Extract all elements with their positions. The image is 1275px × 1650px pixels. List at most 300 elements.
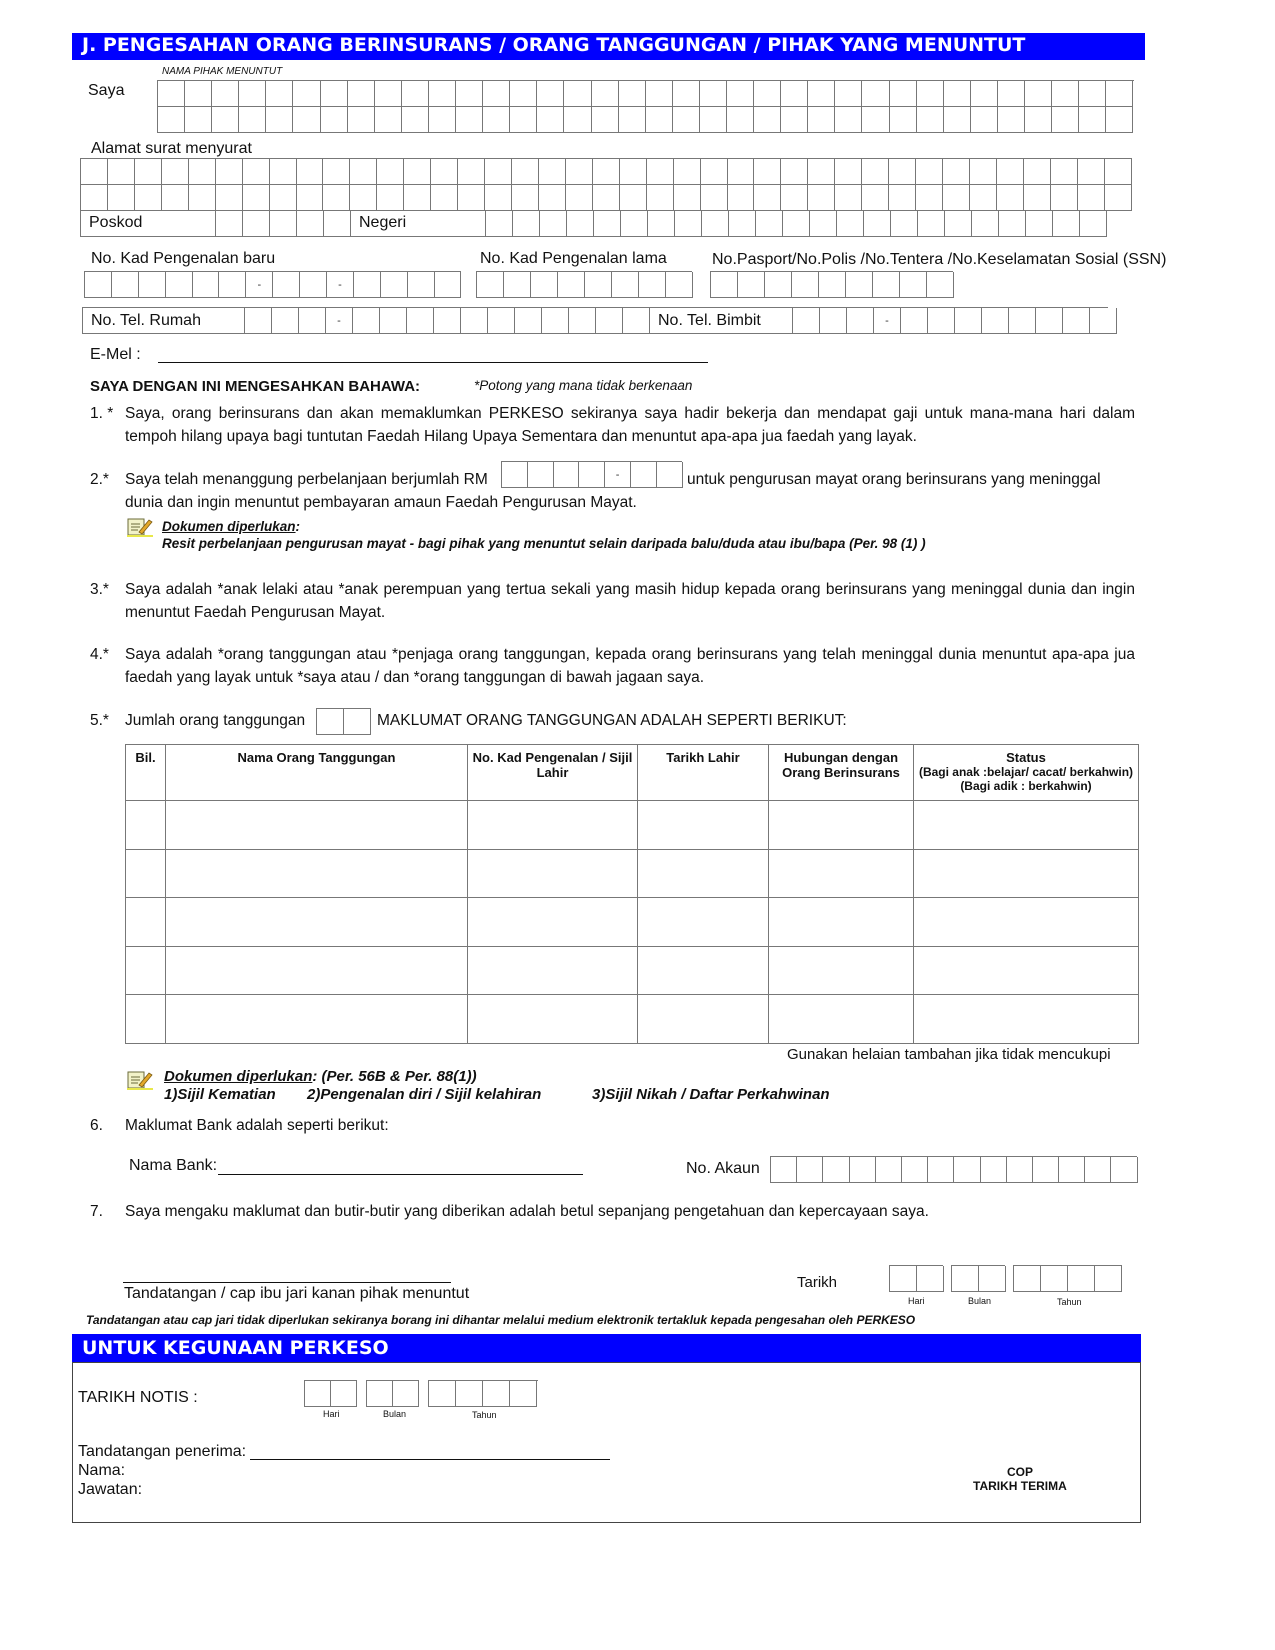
address-char-box[interactable] — [512, 159, 539, 185]
rm-char-box[interactable] — [657, 462, 683, 488]
tel-mobile-char-box[interactable] — [1009, 308, 1036, 334]
address-char-box[interactable] — [997, 184, 1024, 211]
table-cell[interactable] — [166, 995, 468, 1044]
bank-name-input-line[interactable] — [218, 1157, 583, 1175]
name-char-box[interactable] — [429, 106, 456, 133]
ic-old-char-box[interactable] — [585, 272, 612, 298]
tel-mobile-char-box[interactable] — [1063, 308, 1090, 334]
passport-char-box[interactable] — [819, 272, 846, 298]
address-char-box[interactable] — [270, 159, 297, 185]
date-box[interactable] — [331, 1381, 357, 1407]
address-char-box[interactable] — [108, 159, 135, 185]
name-char-box[interactable] — [673, 81, 700, 107]
negeri-char-box[interactable] — [675, 210, 702, 237]
name-char-box[interactable] — [673, 106, 700, 133]
tel-home-char-box[interactable] — [434, 308, 461, 334]
table-cell[interactable] — [166, 849, 468, 898]
account-char-box[interactable] — [1007, 1157, 1033, 1183]
passport-char-box[interactable] — [873, 272, 900, 298]
negeri-char-box[interactable] — [486, 210, 513, 237]
negeri-char-box[interactable] — [621, 210, 648, 237]
name-char-box[interactable] — [727, 106, 754, 133]
table-cell[interactable] — [638, 801, 769, 850]
rm-char-box[interactable]: - — [605, 462, 631, 488]
poskod-box[interactable] — [216, 210, 243, 237]
address-char-box[interactable] — [404, 159, 431, 185]
name-char-box[interactable] — [971, 81, 998, 107]
tel-home-char-box[interactable] — [353, 308, 380, 334]
address-char-box[interactable] — [674, 159, 701, 185]
tel-home-char-box[interactable] — [272, 308, 299, 334]
table-cell[interactable] — [638, 849, 769, 898]
notice-year-input[interactable] — [428, 1380, 538, 1407]
account-char-box[interactable] — [823, 1157, 849, 1183]
table-cell[interactable] — [126, 849, 166, 898]
address-char-box[interactable] — [108, 184, 135, 211]
date-box[interactable] — [952, 1266, 979, 1292]
name-char-box[interactable] — [1106, 81, 1133, 107]
address-char-box[interactable] — [916, 159, 943, 185]
name-char-box[interactable] — [998, 106, 1025, 133]
name-char-box[interactable] — [239, 106, 266, 133]
name-char-box[interactable] — [158, 81, 185, 107]
address-char-box[interactable] — [754, 159, 781, 185]
address-char-box[interactable] — [377, 159, 404, 185]
date-box[interactable] — [979, 1266, 1006, 1292]
table-cell[interactable] — [769, 946, 914, 995]
name-char-box[interactable] — [619, 106, 646, 133]
tel-home-char-box[interactable] — [407, 308, 434, 334]
negeri-char-box[interactable] — [567, 210, 594, 237]
negeri-char-box[interactable] — [918, 210, 945, 237]
account-number-input[interactable] — [770, 1156, 1137, 1183]
account-char-box[interactable] — [1085, 1157, 1111, 1183]
name-char-box[interactable] — [754, 106, 781, 133]
address-char-box[interactable] — [189, 184, 216, 211]
account-char-box[interactable] — [1033, 1157, 1059, 1183]
negeri-char-box[interactable] — [756, 210, 783, 237]
address-char-box[interactable] — [1105, 184, 1132, 211]
address-char-box[interactable] — [593, 184, 620, 211]
address-char-box[interactable] — [970, 159, 997, 185]
account-char-box[interactable] — [876, 1157, 902, 1183]
tel-home-char-box[interactable] — [542, 308, 569, 334]
name-char-box[interactable] — [456, 106, 483, 133]
address-char-box[interactable] — [728, 184, 755, 211]
table-cell[interactable] — [769, 995, 914, 1044]
name-char-box[interactable] — [592, 106, 619, 133]
date-box[interactable] — [1095, 1266, 1122, 1292]
address-char-box[interactable] — [485, 159, 512, 185]
name-char-box[interactable] — [862, 81, 889, 107]
name-char-box[interactable] — [1025, 106, 1052, 133]
name-char-box[interactable] — [429, 81, 456, 107]
name-char-box[interactable] — [808, 81, 835, 107]
tel-mobile-char-box[interactable] — [847, 308, 874, 334]
name-char-box[interactable] — [917, 81, 944, 107]
tel-home-char-box[interactable] — [245, 308, 272, 334]
address-char-box[interactable] — [620, 184, 647, 211]
table-cell[interactable] — [638, 946, 769, 995]
negeri-char-box[interactable] — [972, 210, 999, 237]
tel-mobile-char-box[interactable] — [955, 308, 982, 334]
address-char-box[interactable] — [781, 159, 808, 185]
name-char-box[interactable] — [592, 81, 619, 107]
table-cell[interactable] — [126, 898, 166, 947]
address-char-box[interactable] — [889, 159, 916, 185]
signature-year-input[interactable] — [1013, 1265, 1122, 1292]
name-char-box[interactable] — [1025, 81, 1052, 107]
tel-mobile-char-box[interactable] — [1090, 308, 1117, 334]
name-char-box[interactable] — [510, 81, 537, 107]
name-char-box[interactable] — [185, 81, 212, 107]
date-box[interactable] — [305, 1381, 331, 1407]
name-char-box[interactable] — [646, 81, 673, 107]
address-char-box[interactable] — [566, 159, 593, 185]
name-char-box[interactable] — [971, 106, 998, 133]
address-char-box[interactable] — [350, 184, 377, 211]
name-char-box[interactable] — [754, 81, 781, 107]
address-char-box[interactable] — [81, 184, 108, 211]
ic-new-char-box[interactable] — [85, 272, 112, 298]
address-char-box[interactable] — [647, 184, 674, 211]
address-char-box[interactable] — [1051, 159, 1078, 185]
rm-char-box[interactable] — [502, 462, 528, 488]
tel-home-char-box[interactable] — [299, 308, 326, 334]
address-char-box[interactable] — [189, 159, 216, 185]
poskod-box[interactable] — [324, 210, 351, 237]
poskod-box[interactable] — [270, 210, 297, 237]
address-char-box[interactable] — [943, 184, 970, 211]
ic-new-char-box[interactable] — [139, 272, 166, 298]
address-char-box[interactable] — [593, 159, 620, 185]
tel-mobile-char-box[interactable] — [793, 308, 820, 334]
address-char-box[interactable] — [243, 184, 270, 211]
negeri-char-box[interactable] — [648, 210, 675, 237]
table-cell[interactable] — [468, 801, 638, 850]
receiver-signature-line[interactable] — [250, 1443, 610, 1460]
table-cell[interactable] — [468, 995, 638, 1044]
address-char-box[interactable] — [862, 159, 889, 185]
name-char-box[interactable] — [483, 81, 510, 107]
name-char-box[interactable] — [700, 106, 727, 133]
table-cell[interactable] — [914, 946, 1139, 995]
address-char-box[interactable] — [889, 184, 916, 211]
address-char-box[interactable] — [485, 184, 512, 211]
tel-mobile-char-box[interactable] — [901, 308, 928, 334]
table-cell[interactable] — [126, 995, 166, 1044]
table-cell[interactable] — [126, 946, 166, 995]
passport-input[interactable] — [710, 271, 953, 298]
tel-home-char-box[interactable] — [569, 308, 596, 334]
signature-day-input[interactable] — [889, 1265, 943, 1292]
table-cell[interactable] — [769, 849, 914, 898]
negeri-char-box[interactable] — [810, 210, 837, 237]
date-box[interactable] — [1041, 1266, 1068, 1292]
ic-old-char-box[interactable] — [531, 272, 558, 298]
address-char-box[interactable] — [458, 159, 485, 185]
notice-day-input[interactable] — [304, 1380, 357, 1407]
address-char-box[interactable] — [647, 159, 674, 185]
tel-mobile-char-box[interactable] — [1036, 308, 1063, 334]
negeri-char-box[interactable] — [540, 210, 567, 237]
name-char-box[interactable] — [158, 106, 185, 133]
date-box[interactable] — [917, 1266, 944, 1292]
ic-new-input[interactable] — [84, 271, 461, 298]
phone-row[interactable] — [82, 307, 1108, 334]
ic-old-char-box[interactable] — [477, 272, 504, 298]
name-char-box[interactable] — [835, 81, 862, 107]
name-char-box[interactable] — [1106, 106, 1133, 133]
ic-new-char-box[interactable] — [354, 272, 381, 298]
passport-char-box[interactable] — [711, 272, 738, 298]
name-input-row-1[interactable] — [157, 80, 1134, 107]
name-char-box[interactable] — [321, 81, 348, 107]
name-char-box[interactable] — [890, 81, 917, 107]
address-char-box[interactable] — [243, 159, 270, 185]
poskod-negeri-row[interactable] — [80, 210, 1132, 237]
negeri-char-box[interactable] — [999, 210, 1026, 237]
address-char-box[interactable] — [674, 184, 701, 211]
address-char-box[interactable] — [135, 184, 162, 211]
address-char-box[interactable] — [323, 184, 350, 211]
name-char-box[interactable] — [808, 106, 835, 133]
address-char-box[interactable] — [377, 184, 404, 211]
table-cell[interactable] — [166, 898, 468, 947]
address-char-box[interactable] — [216, 159, 243, 185]
date-box[interactable] — [456, 1381, 483, 1407]
name-char-box[interactable] — [212, 106, 239, 133]
address-char-box[interactable] — [1105, 159, 1132, 185]
name-char-box[interactable] — [862, 106, 889, 133]
date-box[interactable] — [483, 1381, 510, 1407]
date-box[interactable] — [1014, 1266, 1041, 1292]
address-char-box[interactable] — [216, 184, 243, 211]
table-cell[interactable] — [126, 801, 166, 850]
date-box[interactable] — [429, 1381, 456, 1407]
ic-old-char-box[interactable] — [504, 272, 531, 298]
name-char-box[interactable] — [781, 81, 808, 107]
name-char-box[interactable] — [700, 81, 727, 107]
name-char-box[interactable] — [944, 81, 971, 107]
table-cell[interactable] — [166, 801, 468, 850]
rm-char-box[interactable] — [554, 462, 580, 488]
negeri-char-box[interactable] — [1026, 210, 1053, 237]
negeri-char-box[interactable] — [1053, 210, 1080, 237]
rm-amount-input[interactable] — [501, 461, 682, 488]
name-char-box[interactable] — [348, 81, 375, 107]
name-char-box[interactable] — [998, 81, 1025, 107]
rm-char-box[interactable] — [631, 462, 657, 488]
signature-month-input[interactable] — [951, 1265, 1005, 1292]
name-char-box[interactable] — [781, 106, 808, 133]
address-char-box[interactable] — [135, 159, 162, 185]
address-char-box[interactable] — [808, 184, 835, 211]
count-box[interactable] — [344, 709, 371, 735]
negeri-char-box[interactable] — [891, 210, 918, 237]
name-char-box[interactable] — [185, 106, 212, 133]
address-char-box[interactable] — [1078, 159, 1105, 185]
address-char-box[interactable] — [997, 159, 1024, 185]
address-char-box[interactable] — [1024, 159, 1051, 185]
tel-mobile-char-box[interactable] — [820, 308, 847, 334]
name-char-box[interactable] — [293, 81, 320, 107]
name-char-box[interactable] — [1052, 106, 1079, 133]
account-char-box[interactable] — [902, 1157, 928, 1183]
name-char-box[interactable] — [537, 106, 564, 133]
name-char-box[interactable] — [537, 81, 564, 107]
address-char-box[interactable] — [835, 184, 862, 211]
date-box[interactable] — [510, 1381, 537, 1407]
address-input-row-1[interactable] — [80, 158, 1132, 185]
negeri-char-box[interactable] — [945, 210, 972, 237]
name-char-box[interactable] — [321, 106, 348, 133]
tel-home-char-box[interactable]: - — [326, 308, 353, 334]
dependents-count-input[interactable] — [316, 708, 371, 735]
passport-char-box[interactable] — [846, 272, 873, 298]
ic-old-char-box[interactable] — [639, 272, 666, 298]
name-char-box[interactable] — [266, 106, 293, 133]
address-char-box[interactable] — [620, 159, 647, 185]
rm-char-box[interactable] — [528, 462, 554, 488]
ic-new-char-box[interactable] — [166, 272, 193, 298]
address-char-box[interactable] — [404, 184, 431, 211]
address-char-box[interactable] — [350, 159, 377, 185]
address-char-box[interactable] — [943, 159, 970, 185]
account-char-box[interactable] — [771, 1157, 797, 1183]
name-char-box[interactable] — [402, 81, 429, 107]
address-char-box[interactable] — [1078, 184, 1105, 211]
address-char-box[interactable] — [539, 159, 566, 185]
table-cell[interactable] — [914, 849, 1139, 898]
tel-mobile-char-box[interactable] — [928, 308, 955, 334]
ic-new-char-box[interactable] — [381, 272, 408, 298]
name-char-box[interactable] — [510, 106, 537, 133]
name-char-box[interactable] — [944, 106, 971, 133]
tel-home-char-box[interactable] — [488, 308, 515, 334]
address-char-box[interactable] — [566, 184, 593, 211]
table-cell[interactable] — [769, 898, 914, 947]
negeri-char-box[interactable] — [783, 210, 810, 237]
address-char-box[interactable] — [808, 159, 835, 185]
name-char-box[interactable] — [564, 81, 591, 107]
date-box[interactable] — [393, 1381, 419, 1407]
address-char-box[interactable] — [701, 184, 728, 211]
ic-new-char-box[interactable] — [300, 272, 327, 298]
address-char-box[interactable] — [1024, 184, 1051, 211]
address-char-box[interactable] — [512, 184, 539, 211]
address-char-box[interactable] — [431, 159, 458, 185]
address-char-box[interactable] — [754, 184, 781, 211]
name-char-box[interactable] — [375, 106, 402, 133]
name-char-box[interactable] — [1079, 81, 1106, 107]
name-input-row-2[interactable] — [157, 106, 1134, 133]
count-box[interactable] — [317, 709, 344, 735]
ic-new-char-box[interactable] — [273, 272, 300, 298]
tel-home-char-box[interactable] — [461, 308, 488, 334]
negeri-char-box[interactable] — [513, 210, 540, 237]
tel-home-char-box[interactable] — [380, 308, 407, 334]
name-char-box[interactable] — [293, 106, 320, 133]
table-cell[interactable] — [769, 801, 914, 850]
address-char-box[interactable] — [162, 184, 189, 211]
date-box[interactable] — [890, 1266, 917, 1292]
address-char-box[interactable] — [431, 184, 458, 211]
poskod-box[interactable] — [297, 210, 324, 237]
date-box[interactable] — [1068, 1266, 1095, 1292]
name-char-box[interactable] — [646, 106, 673, 133]
address-char-box[interactable] — [297, 184, 324, 211]
signature-line[interactable] — [123, 1268, 451, 1283]
account-char-box[interactable] — [797, 1157, 823, 1183]
name-char-box[interactable] — [564, 106, 591, 133]
name-char-box[interactable] — [375, 81, 402, 107]
account-char-box[interactable] — [1059, 1157, 1085, 1183]
address-input-row-2[interactable] — [80, 184, 1132, 211]
table-cell[interactable] — [914, 995, 1139, 1044]
name-char-box[interactable] — [917, 106, 944, 133]
name-char-box[interactable] — [890, 106, 917, 133]
table-cell[interactable] — [914, 801, 1139, 850]
address-char-box[interactable] — [728, 159, 755, 185]
tel-home-char-box[interactable] — [596, 308, 623, 334]
date-box[interactable] — [367, 1381, 393, 1407]
name-char-box[interactable] — [212, 81, 239, 107]
table-cell[interactable] — [914, 898, 1139, 947]
poskod-box[interactable] — [243, 210, 270, 237]
ic-new-char-box[interactable]: - — [327, 272, 354, 298]
negeri-char-box[interactable] — [1080, 210, 1107, 237]
ic-new-char-box[interactable] — [193, 272, 220, 298]
ic-old-char-box[interactable] — [666, 272, 693, 298]
name-char-box[interactable] — [619, 81, 646, 107]
passport-char-box[interactable] — [900, 272, 927, 298]
name-char-box[interactable] — [266, 81, 293, 107]
notice-month-input[interactable] — [366, 1380, 419, 1407]
ic-new-char-box[interactable] — [219, 272, 246, 298]
address-char-box[interactable] — [270, 184, 297, 211]
passport-char-box[interactable] — [927, 272, 954, 298]
address-char-box[interactable] — [781, 184, 808, 211]
ic-new-char-box[interactable]: - — [246, 272, 273, 298]
address-char-box[interactable] — [297, 159, 324, 185]
ic-old-char-box[interactable] — [612, 272, 639, 298]
address-char-box[interactable] — [539, 184, 566, 211]
ic-old-input[interactable] — [476, 271, 692, 298]
name-char-box[interactable] — [239, 81, 266, 107]
account-char-box[interactable] — [928, 1157, 954, 1183]
account-char-box[interactable] — [1111, 1157, 1137, 1183]
name-char-box[interactable] — [727, 81, 754, 107]
address-char-box[interactable] — [862, 184, 889, 211]
name-char-box[interactable] — [1052, 81, 1079, 107]
account-char-box[interactable] — [954, 1157, 980, 1183]
address-char-box[interactable] — [323, 159, 350, 185]
negeri-char-box[interactable] — [729, 210, 756, 237]
tel-home-char-box[interactable] — [515, 308, 542, 334]
address-char-box[interactable] — [970, 184, 997, 211]
address-char-box[interactable] — [835, 159, 862, 185]
table-cell[interactable] — [638, 898, 769, 947]
account-char-box[interactable] — [981, 1157, 1007, 1183]
table-cell[interactable] — [468, 898, 638, 947]
negeri-char-box[interactable] — [594, 210, 621, 237]
name-char-box[interactable] — [456, 81, 483, 107]
name-char-box[interactable] — [348, 106, 375, 133]
rm-char-box[interactable] — [579, 462, 605, 488]
address-char-box[interactable] — [1051, 184, 1078, 211]
passport-char-box[interactable] — [738, 272, 765, 298]
